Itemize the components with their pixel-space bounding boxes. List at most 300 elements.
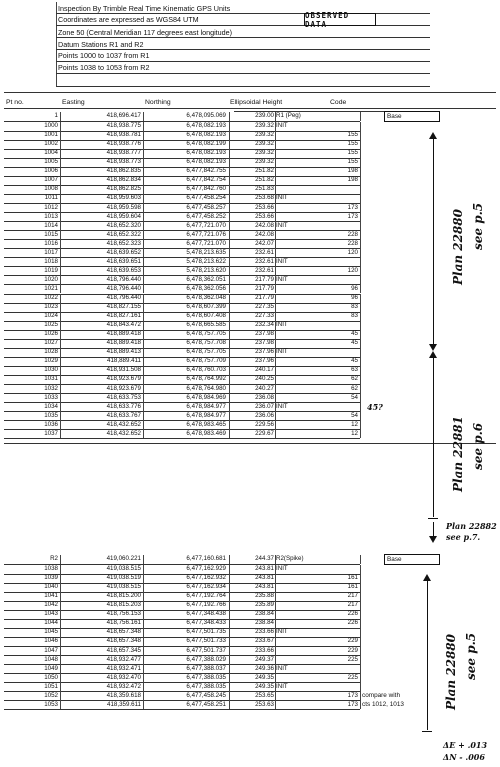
- cell-divider: [360, 221, 361, 230]
- point-id: 1004: [44, 149, 58, 157]
- point-id: 1030: [44, 366, 58, 374]
- cell-divider: [275, 321, 276, 330]
- cell-divider: [60, 583, 61, 592]
- plan-22880-second-note: Plan 22880: [444, 633, 458, 710]
- cell-divider: [143, 194, 144, 203]
- easting-cell: 418,796.440: [106, 275, 141, 283]
- cell-divider: [275, 158, 276, 167]
- northing-cell: 6,478,983.469: [186, 429, 226, 437]
- northing-cell: 6,478,095.069: [186, 112, 226, 119]
- northing-cell: 5,478,213.635: [186, 248, 226, 256]
- height-cell: 239.00: [255, 112, 274, 119]
- code-cell: 228: [347, 239, 358, 247]
- northing-cell: 6,478,764.980: [186, 384, 226, 392]
- cell-divider: [360, 610, 361, 619]
- cell-divider: [143, 420, 144, 429]
- header-rule: [56, 49, 430, 50]
- code-cell: 120: [347, 266, 358, 274]
- easting-cell: 418,796.440: [106, 284, 141, 292]
- point-id: 1046: [44, 637, 58, 645]
- cell-divider: [60, 555, 61, 564]
- code-cell: 155: [347, 149, 358, 157]
- height-cell: 242.07: [255, 239, 274, 247]
- column-header: Ellipsoidal Height: [230, 99, 283, 106]
- cell-divider: [143, 167, 144, 176]
- easting-cell: 418,938.773: [106, 158, 141, 166]
- height-cell: 249.35: [255, 682, 274, 690]
- column-header-rule: [4, 108, 496, 109]
- cell-divider: [229, 420, 230, 429]
- cell-divider: [360, 592, 361, 601]
- code-cell: R1 (Peg): [276, 112, 301, 119]
- easting-cell: 418,796.440: [106, 294, 141, 301]
- point-id: 1043: [44, 610, 58, 618]
- cell-divider: [229, 257, 230, 266]
- cell-divider: [143, 429, 144, 438]
- height-cell: 238.84: [255, 610, 274, 618]
- cell-divider: [360, 248, 361, 257]
- cell-divider: [143, 402, 144, 411]
- cell-divider: [60, 330, 61, 339]
- cell-divider: [60, 312, 61, 321]
- plan-22880-page-note: see p.5: [471, 202, 485, 250]
- cell-divider: [229, 294, 230, 303]
- cell-divider: [229, 266, 230, 275]
- cell-divider: [275, 646, 276, 655]
- point-id: 1049: [44, 664, 58, 672]
- cell-divider: [229, 112, 230, 121]
- cell-divider: [229, 203, 230, 212]
- cell-divider: [60, 420, 61, 429]
- cell-divider: [143, 275, 144, 284]
- cell-divider: [143, 266, 144, 275]
- code-cell: 161: [347, 583, 358, 591]
- cell-divider: [60, 321, 61, 330]
- code-cell: 228: [347, 230, 358, 238]
- height-cell: 240.25: [255, 375, 274, 383]
- cell-divider: [360, 275, 361, 284]
- cell-divider: [229, 185, 230, 194]
- cell-divider: [229, 194, 230, 203]
- height-cell: 239.32: [255, 122, 274, 130]
- easting-cell: 418,931.508: [106, 366, 141, 374]
- height-cell: 249.36: [255, 664, 274, 672]
- height-cell: 217.79: [255, 294, 274, 301]
- cell-divider: [360, 312, 361, 321]
- code-cell: 217: [347, 592, 358, 600]
- section-rule: [4, 443, 496, 444]
- height-cell: 249.35: [255, 673, 274, 681]
- point-id: 1014: [44, 221, 58, 229]
- point-id: 1012: [44, 203, 58, 211]
- northing-cell: 6,477,501.733: [186, 637, 226, 645]
- easting-cell: 418,923.679: [106, 384, 141, 392]
- northing-cell: 6,478,757.708: [186, 339, 226, 347]
- cell-divider: [143, 664, 144, 673]
- cell-divider: [143, 257, 144, 266]
- cell-divider: [229, 393, 230, 402]
- northing-cell: 6,478,607.408: [186, 312, 226, 320]
- cell-divider: [275, 140, 276, 149]
- cell-divider: [275, 266, 276, 275]
- cell-divider: [60, 411, 61, 420]
- point-id: 1050: [44, 673, 58, 681]
- cell-divider: [143, 330, 144, 339]
- code-cell: 226: [347, 619, 358, 627]
- cell-divider: [60, 348, 61, 357]
- easting-cell: 418,938.777: [106, 149, 141, 157]
- easting-cell: 418,756.161: [106, 619, 141, 627]
- cell-divider: [275, 248, 276, 257]
- cell-divider: [229, 655, 230, 664]
- note-1026: 45?: [367, 402, 383, 412]
- northing-cell: 6,477,721.070: [186, 221, 226, 229]
- header-line: Coordinates are expressed as WGS84 UTM: [58, 15, 199, 24]
- point-id: 1025: [44, 321, 58, 329]
- cell-divider: [275, 348, 276, 357]
- height-cell: 243.81: [255, 574, 274, 582]
- easting-cell: 418,889.418: [106, 339, 141, 347]
- northing-cell: 6,478,764.992: [186, 375, 226, 383]
- plan-22882-arrow: [433, 522, 434, 536]
- cell-divider: [360, 700, 361, 709]
- cell-divider: [275, 176, 276, 185]
- cell-divider: [143, 646, 144, 655]
- cell-divider: [229, 131, 230, 140]
- cell-divider: [275, 230, 276, 239]
- point-id: 1047: [44, 646, 58, 654]
- cell-divider: [360, 619, 361, 628]
- easting-cell: 419,038.515: [106, 565, 141, 573]
- cell-divider: [143, 112, 144, 121]
- plan-22880-second-arrow: [427, 580, 428, 730]
- cell-divider: [360, 411, 361, 420]
- cell-divider: [229, 402, 230, 411]
- easting-cell: 418,959.604: [106, 212, 141, 220]
- cell-divider: [275, 375, 276, 384]
- cell-divider: [360, 637, 361, 646]
- cell-divider: [60, 212, 61, 221]
- height-cell: 240.27: [255, 384, 274, 392]
- header-rule: [56, 37, 430, 38]
- easting-cell: 418,889.411: [107, 357, 141, 365]
- northing-cell: 6,478,082.193: [186, 149, 226, 157]
- cell-divider: [143, 248, 144, 257]
- northing-cell: 6,477,162.934: [186, 583, 226, 591]
- point-id: 1020: [44, 275, 58, 283]
- cell-divider: [60, 384, 61, 393]
- code-cell: 54: [351, 411, 358, 419]
- code-cell: 96: [351, 294, 358, 301]
- row-rule: [4, 438, 360, 439]
- cell-divider: [229, 366, 230, 375]
- cell-divider: [60, 275, 61, 284]
- cell-divider: [275, 411, 276, 420]
- height-cell: 235.89: [255, 601, 274, 609]
- cell-divider: [60, 239, 61, 248]
- cell-divider: [143, 312, 144, 321]
- northing-cell: 5,478,213.622: [186, 257, 226, 265]
- cell-divider: [360, 366, 361, 375]
- cell-divider: [143, 230, 144, 239]
- height-cell: 253.63: [255, 700, 274, 708]
- cell-divider: [60, 203, 61, 212]
- code-cell: 198: [347, 176, 358, 184]
- northing-cell: 6,477,842.755: [186, 167, 226, 175]
- cell-divider: [360, 149, 361, 158]
- cell-divider: [229, 411, 230, 420]
- cell-divider: [60, 158, 61, 167]
- easting-cell: 418,923.679: [106, 375, 141, 383]
- cell-divider: [60, 284, 61, 293]
- code-cell: 62: [351, 375, 358, 383]
- cell-divider: [60, 664, 61, 673]
- cell-divider: [275, 122, 276, 131]
- northing-cell: 6,478,984.969: [186, 393, 226, 401]
- cell-divider: [360, 583, 361, 592]
- height-cell: 244.37: [255, 555, 274, 562]
- cell-divider: [360, 402, 361, 411]
- cell-divider: [275, 592, 276, 601]
- cell-divider: [229, 375, 230, 384]
- cell-divider: [360, 628, 361, 637]
- cell-divider: [229, 176, 230, 185]
- easting-cell: 418,932.471: [106, 664, 141, 672]
- cell-divider: [143, 411, 144, 420]
- point-id: 1007: [44, 176, 58, 184]
- cell-divider: [360, 284, 361, 293]
- cell-divider: [275, 700, 276, 709]
- height-cell: 253.66: [255, 212, 274, 220]
- easting-cell: 418,815.200: [106, 592, 141, 600]
- cell-divider: [275, 185, 276, 194]
- point-id: 1026: [44, 330, 58, 338]
- cell-divider: [229, 212, 230, 221]
- cell-divider: [360, 655, 361, 664]
- cell-divider: [360, 357, 361, 366]
- cell-divider: [275, 384, 276, 393]
- height-cell: 233.67: [255, 637, 274, 645]
- cell-divider: [60, 221, 61, 230]
- cell-divider: [360, 239, 361, 248]
- point-id: 1036: [44, 420, 58, 428]
- cell-divider: [143, 176, 144, 185]
- row-rule: [4, 709, 360, 710]
- easting-cell: 418,652.323: [106, 239, 141, 247]
- cell-divider: [60, 700, 61, 709]
- cell-divider: [143, 655, 144, 664]
- point-id: 1040: [44, 583, 58, 591]
- code-cell: INIT: [276, 348, 288, 356]
- northing-cell: 5,478,213.620: [186, 266, 226, 274]
- cell-divider: [360, 203, 361, 212]
- cell-divider: [275, 284, 276, 293]
- easting-cell: 418,639.651: [106, 257, 141, 265]
- base-point-id: R2: [50, 555, 58, 562]
- code-cell: 225: [347, 655, 358, 663]
- northing-cell: 6,478,082.193: [186, 131, 226, 139]
- page-rule: [4, 92, 496, 93]
- height-cell: 253.65: [255, 691, 274, 699]
- height-cell: 237.96: [255, 357, 274, 365]
- cell-divider: [60, 393, 61, 402]
- cell-divider: [360, 230, 361, 239]
- plan-22882-note: Plan 22882: [446, 521, 497, 531]
- cell-divider: [229, 646, 230, 655]
- code-cell: 12: [351, 429, 358, 437]
- easting-cell: 418,843.472: [106, 321, 141, 329]
- cell-divider: [229, 357, 230, 366]
- northing-cell: 6,478,082.193: [186, 158, 226, 166]
- easting-cell: 418,639.653: [106, 266, 141, 274]
- point-id: 1015: [44, 230, 58, 238]
- easting-cell: 418,862.835: [106, 167, 141, 175]
- point-id: 1024: [44, 312, 58, 320]
- cell-divider: [229, 583, 230, 592]
- northing-cell: 6,478,362.048: [186, 294, 226, 301]
- point-id: 1045: [44, 628, 58, 636]
- arrow-end-tick: [422, 731, 432, 732]
- cell-divider: [229, 619, 230, 628]
- cell-divider: [360, 158, 361, 167]
- code-cell: 155: [347, 140, 358, 148]
- cell-divider: [60, 112, 61, 121]
- height-cell: 242.08: [255, 230, 274, 238]
- easting-cell: 418,827.161: [106, 312, 141, 320]
- cell-divider: [143, 140, 144, 149]
- point-id: 1041: [44, 592, 58, 600]
- cell-divider: [143, 601, 144, 610]
- code-cell: R2(Spike): [276, 555, 304, 562]
- cell-divider: [60, 167, 61, 176]
- cell-divider: [229, 149, 230, 158]
- point-id: 1022: [44, 294, 58, 301]
- cell-divider: [60, 131, 61, 140]
- code-cell: 83: [351, 312, 358, 320]
- code-cell: 96: [351, 284, 358, 292]
- easting-cell: 418,889.413: [106, 348, 141, 356]
- plan-22881-arrow: [433, 357, 434, 517]
- easting-cell: 418,432.652: [106, 420, 141, 428]
- code-cell: 217: [347, 601, 358, 609]
- cell-divider: [360, 140, 361, 149]
- height-cell: 217.79: [255, 275, 274, 283]
- cell-divider: [360, 664, 361, 673]
- cell-divider: [275, 682, 276, 691]
- base-label: Base: [384, 111, 440, 122]
- cell-divider: [275, 112, 276, 121]
- cell-divider: [60, 619, 61, 628]
- point-id: 1048: [44, 655, 58, 663]
- cell-divider: [60, 357, 61, 366]
- cell-divider: [143, 574, 144, 583]
- easting-cell: 418,827.155: [106, 303, 141, 311]
- northing-cell: 6,478,984.977: [186, 411, 226, 419]
- cell-divider: [143, 592, 144, 601]
- easting-cell: 419,038.519: [106, 574, 141, 582]
- cell-divider: [229, 348, 230, 357]
- northing-cell: 6,477,842.754: [186, 176, 226, 184]
- cell-divider: [143, 366, 144, 375]
- cell-divider: [60, 375, 61, 384]
- plan-22882-page-note: see p.7.: [446, 532, 481, 542]
- easting-cell: 418,932.472: [106, 682, 141, 690]
- cell-divider: [229, 682, 230, 691]
- northing-cell: 6,478,757.705: [186, 348, 226, 356]
- easting-cell: 418,938.775: [106, 122, 141, 130]
- base-point-id: 1: [54, 112, 58, 119]
- plan-22880-second-page-note: see p.5: [464, 632, 478, 680]
- cell-divider: [60, 673, 61, 682]
- cell-divider: [275, 691, 276, 700]
- cell-divider: [360, 375, 361, 384]
- cell-divider: [143, 682, 144, 691]
- height-cell: 240.17: [255, 366, 274, 374]
- easting-cell: 418,657.348: [106, 628, 141, 636]
- arrow-end-tick: [428, 518, 438, 519]
- northing-cell: 6,477,348.433: [186, 619, 226, 627]
- point-id: 1027: [44, 339, 58, 347]
- cell-divider: [143, 158, 144, 167]
- cell-divider: [60, 294, 61, 303]
- cell-divider: [60, 149, 61, 158]
- point-id: 1052: [44, 691, 58, 699]
- point-id: 1008: [44, 185, 58, 193]
- northing-cell: 6,478,983.465: [186, 420, 226, 428]
- easting-cell: 418,862.834: [106, 176, 141, 184]
- cell-divider: [143, 393, 144, 402]
- cell-divider: [360, 574, 361, 583]
- northing-cell: 6,477,458.245: [186, 691, 226, 699]
- northing-cell: 6,478,362.056: [186, 284, 226, 292]
- height-cell: 251.82: [255, 176, 274, 184]
- cell-divider: [143, 555, 144, 564]
- code-cell: 173: [347, 212, 358, 220]
- cell-divider: [60, 646, 61, 655]
- point-id: 1031: [44, 375, 58, 383]
- code-cell: 12: [351, 420, 358, 428]
- point-id: 1017: [44, 248, 58, 256]
- cell-divider: [229, 303, 230, 312]
- cell-divider: [60, 655, 61, 664]
- cell-divider: [60, 185, 61, 194]
- point-id: 1037: [44, 429, 58, 437]
- cell-divider: [229, 321, 230, 330]
- cell-divider: [275, 203, 276, 212]
- height-cell: 217.79: [255, 284, 274, 292]
- cell-divider: [229, 429, 230, 438]
- code-cell: 63: [351, 366, 358, 374]
- cell-divider: [60, 176, 61, 185]
- code-cell: 83: [351, 303, 358, 311]
- cell-divider: [143, 212, 144, 221]
- cell-divider: [360, 339, 361, 348]
- northing-cell: 6,477,348.438: [186, 610, 226, 618]
- height-cell: 227.35: [255, 303, 274, 311]
- cell-divider: [143, 203, 144, 212]
- delta-northing-note: ΔN - .006: [443, 752, 485, 762]
- point-id: 1032: [44, 384, 58, 392]
- cell-divider: [143, 149, 144, 158]
- height-cell: 232.34: [255, 321, 274, 329]
- code-cell: 173: [347, 691, 358, 699]
- point-id: 1053: [44, 700, 58, 708]
- height-cell: 239.32: [255, 131, 274, 139]
- cell-divider: [60, 574, 61, 583]
- easting-cell: 418,862.825: [106, 185, 141, 193]
- header-line: Points 1000 to 1037 from R1: [58, 51, 150, 60]
- easting-cell: 418,932.477: [106, 655, 141, 663]
